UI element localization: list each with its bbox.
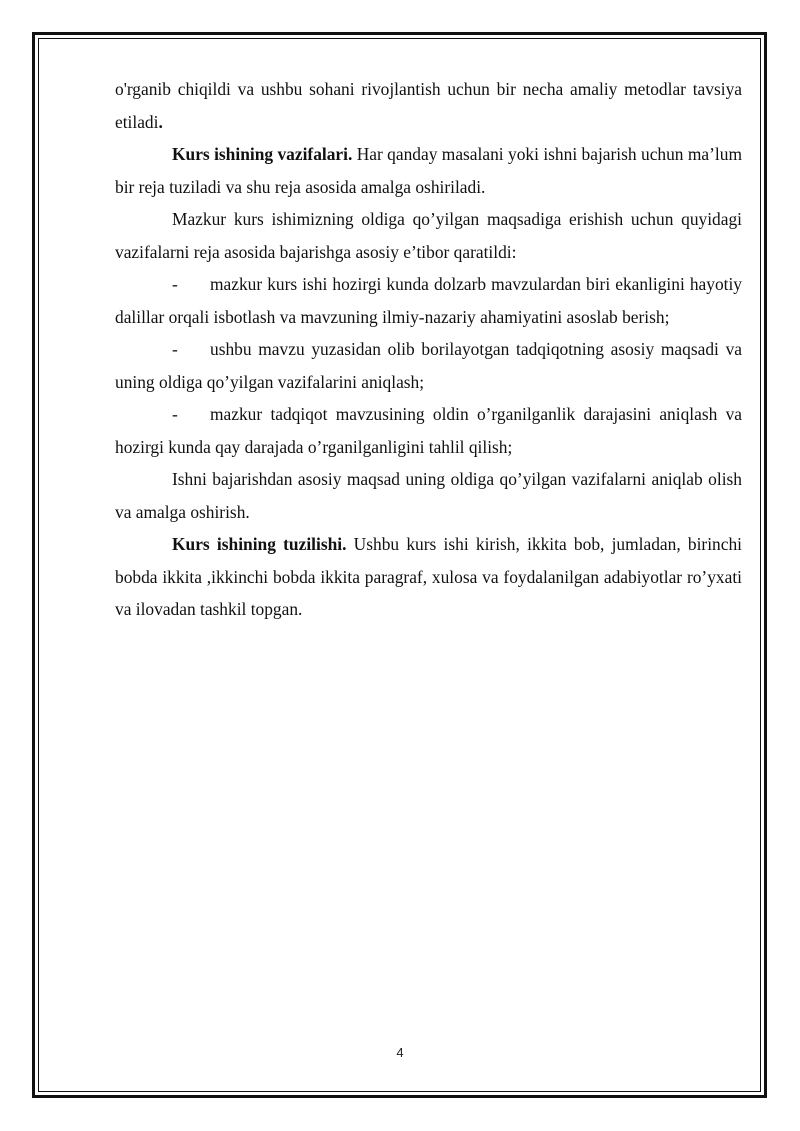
section-heading-tasks: Kurs ishining vazifalari. (172, 144, 353, 164)
paragraph-text: o'rganib chiqildi va ushbu sohani rivojlantish uchun bir necha amaliy metodlar tavsiya etiladi (115, 79, 742, 132)
document-body (115, 73, 742, 626)
list-item-text: mazkur tadqiqot mavzusining oldin o’rganilganlik darajasini aniqlash va hozirgi kunda qay darajada o’rganilganligini tahlil qilish; (115, 404, 742, 457)
list-dash: - (172, 404, 178, 424)
list-item (115, 333, 742, 398)
paragraph-goals (115, 203, 742, 268)
page-number: 4 (396, 1045, 404, 1060)
paragraph-text: Har qanday masalani yoki ishni bajarish uchun ma’lum bir reja tuziladi va shu reja asosida amalga oshiriladi. (115, 144, 742, 197)
paragraph-text: Ushbu kurs ishi kirish, ikkita bob, jumladan, birinchi bobda ikkita ,ikkinchi bobda ikkita paragraf, xulosa va foydalanilgan adabiyotlar ro’yxati va ilovadan tashkil topgan. (115, 534, 742, 619)
list-item-text: ushbu mavzu yuzasidan olib borilayotgan tadqiqotning asosiy maqsadi va uning oldiga qo’yilgan vazifalarini aniqlash; (115, 339, 742, 392)
paragraph-tasks (115, 138, 742, 203)
paragraph-end-mark: . (158, 111, 163, 132)
list-item (115, 268, 742, 333)
section-heading-structure: Kurs ishining tuzilishi. (172, 534, 347, 554)
paragraph-structure (115, 528, 742, 626)
paragraph-continuation (115, 73, 742, 138)
paragraph-purpose (115, 463, 742, 528)
list-item (115, 398, 742, 463)
paragraph-text: Ishni bajarishdan asosiy maqsad uning oldiga qo’yilgan vazifalarni aniqlab olish va amalga oshirish. (115, 469, 742, 522)
list-dash: - (172, 274, 178, 294)
list-dash: - (172, 339, 178, 359)
list-item-text: mazkur kurs ishi hozirgi kunda dolzarb mavzulardan biri ekanligini hayotiy dalillar orqali isbotlash va mavzuning ilmiy-nazariy ahamiyatini asoslab berish; (115, 274, 742, 327)
paragraph-text: Mazkur kurs ishimizning oldiga qo’yilgan maqsadiga erishish uchun quyidagi vazifalarni reja asosida bajarishga asosiy e’tibor qaratildi: (115, 209, 742, 262)
